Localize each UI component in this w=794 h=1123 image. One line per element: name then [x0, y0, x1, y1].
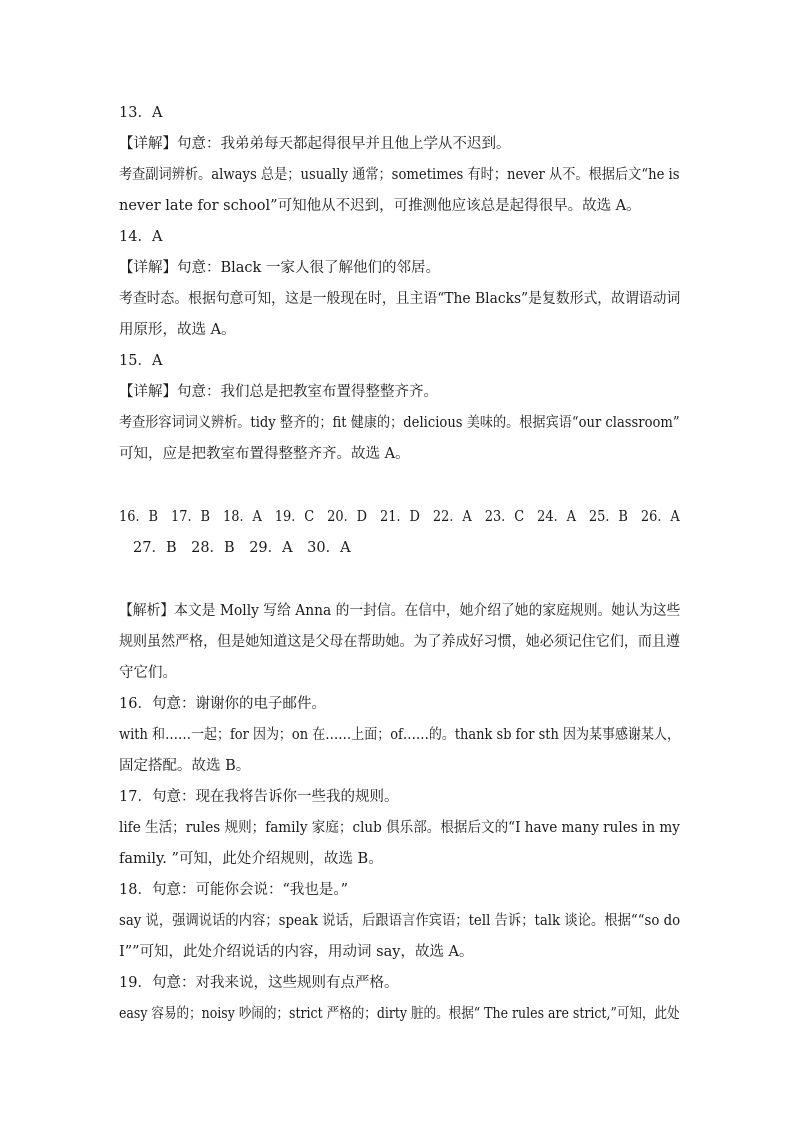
q19-analysis: easy 容易的；noisy 吵闹的；strict 严格的；dirty 脏的。根据“ The rules are strict,”可知，此处 [119, 1006, 680, 1022]
answer-15: 15．A [119, 353, 163, 369]
passage-analysis: 【解析】本文是 Molly 写给 Anna 的一封信。在信中，她介绍了她的家庭规则。她认为这些 [119, 603, 681, 619]
q18-analysis-cont: I””可知，此处介绍说话的内容，用动词 say，故选 A。 [119, 944, 474, 960]
q16-analysis: with 和……一起；for 因为；on 在……上面；of……的。thank sb for sth 因为某事感谢某人， [119, 727, 680, 743]
passage-analysis-cont-1: 规则虽然严格，但是她知道这是父母在帮助她。为了养成好习惯，她必须记住它们，而且遵 [119, 634, 680, 650]
answer-14: 14．A [119, 229, 163, 245]
detail-13-analysis-cont: never late for school”可知他从不迟到，可推测他应该总是起得很早。故选 A。 [119, 198, 641, 214]
answer-key-row-1: 16．B 17．B 18．A 19．C 20．D 21．D 22．A 23．C 24．A 25．B 26．A [119, 509, 680, 525]
q18-meaning: 18．句意：可能你会说：“我也是。” [119, 882, 349, 898]
q17-meaning: 17．句意：现在我将告诉你一些我的规则。 [119, 789, 399, 805]
detail-13-analysis: 考查副词辨析。always 总是；usually 通常；sometimes 有时；never 从不。根据后文“he is [119, 167, 680, 183]
detail-15-meaning: 【详解】句意：我们总是把教室布置得整整齐齐。 [119, 384, 438, 400]
detail-15-analysis: 考查形容词词义辨析。tidy 整齐的；fit 健康的；delicious 美味的。根据宾语“our classroom” [119, 415, 680, 431]
q18-analysis: say 说，强调说话的内容；speak 说话，后跟语言作宾语；tell 告诉；talk 谈论。根据““so do [119, 913, 681, 929]
q16-meaning: 16．句意：谢谢你的电子邮件。 [119, 696, 326, 712]
answer-13: 13．A [119, 105, 163, 121]
detail-14-meaning: 【详解】句意：Black 一家人很了解他们的邻居。 [119, 260, 440, 276]
detail-15-analysis-cont: 可知，应是把教室布置得整整齐齐。故选 A。 [119, 446, 410, 462]
passage-analysis-cont-2: 守它们。 [119, 665, 177, 681]
q16-analysis-cont: 固定搭配。故选 B。 [119, 758, 251, 774]
q19-meaning: 19．句意：对我来说，这些规则有点严格。 [119, 975, 399, 991]
q17-analysis-cont: family. ”可知，此处介绍规则，故选 B。 [119, 851, 383, 867]
detail-13-meaning: 【详解】句意：我弟弟每天都起得很早并且他上学从不迟到。 [119, 136, 511, 152]
answer-key-row-2: 27．B 28．B 29．A 30．A [133, 540, 351, 556]
q17-analysis: life 生活；rules 规则；family 家庭；club 俱乐部。根据后文的“I have many rules in my [119, 820, 680, 836]
detail-14-analysis-cont: 用原形，故选 A。 [119, 322, 236, 338]
detail-14-analysis: 考查时态。根据句意可知，这是一般现在时，且主语“The Blacks”是复数形式，故谓语动词 [119, 291, 681, 307]
